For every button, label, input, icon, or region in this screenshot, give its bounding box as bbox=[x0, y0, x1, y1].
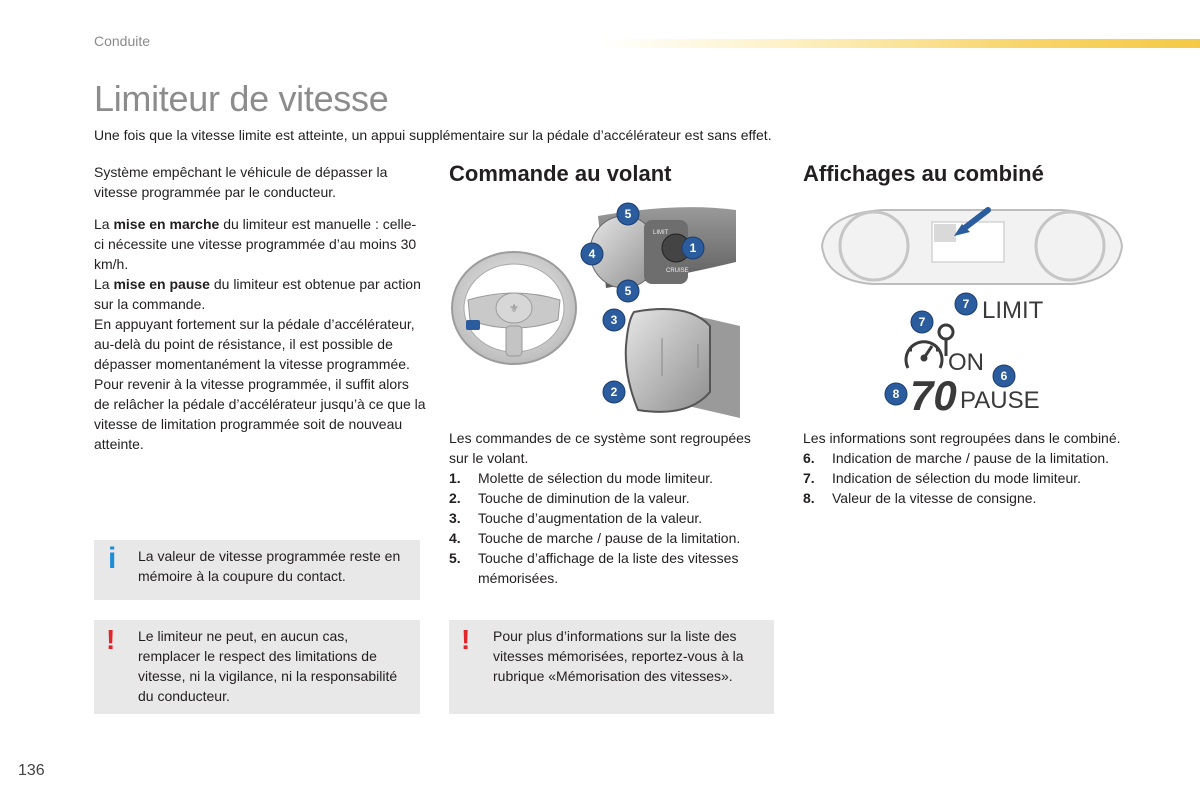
warning-note-left-text: Le limiteur ne peut, en aucun cas, remplacer le respect des limitations de vitesse, ni la vigilance, ni la responsabilité du conducteur. bbox=[138, 628, 398, 704]
page-title: Limiteur de vitesse bbox=[94, 78, 389, 119]
text-span: du limiteur est obtenue par action sur la commande. bbox=[94, 276, 421, 312]
instrument-cluster-figure bbox=[812, 200, 1132, 420]
list-item-number: 1. bbox=[449, 470, 461, 486]
list-item-text: Touche de diminution de la valeur. bbox=[478, 490, 690, 506]
middle-intro: Les commandes de ce système sont regroupées sur le volant. bbox=[449, 430, 751, 466]
warning-icon: ! bbox=[461, 624, 471, 655]
list-item bbox=[803, 468, 1123, 488]
callout-6-number: 6 bbox=[1000, 369, 1008, 383]
warning-note-middle bbox=[449, 620, 774, 714]
left-column bbox=[94, 162, 426, 454]
list-item bbox=[449, 548, 774, 588]
info-note bbox=[94, 540, 420, 600]
text-span: La bbox=[94, 216, 114, 232]
left-paragraph-3 bbox=[94, 274, 426, 314]
left-paragraph-2 bbox=[94, 214, 426, 274]
right-intro: Les informations sont regroupées dans le combiné. bbox=[803, 430, 1121, 446]
list-item-number: 8. bbox=[803, 490, 815, 506]
callout-2-number: 2 bbox=[610, 385, 618, 399]
display-pause-text: PAUSE bbox=[960, 387, 1040, 414]
info-note-text: La valeur de vitesse programmée reste en mémoire à la coupure du contact. bbox=[138, 548, 401, 584]
steering-wheel-figure bbox=[448, 196, 748, 418]
instrument-cluster bbox=[822, 210, 1122, 284]
stalk-limit-label: LIMIT bbox=[653, 230, 669, 236]
heading-commande-au-volant: Commande au volant bbox=[449, 161, 672, 186]
list-item-text: Valeur de la vitesse de consigne. bbox=[832, 490, 1037, 506]
list-item bbox=[449, 508, 774, 528]
callout-5-bottom-number: 5 bbox=[624, 284, 632, 298]
warning-icon: ! bbox=[106, 624, 116, 655]
callout-5-top-number: 5 bbox=[624, 207, 632, 221]
speedometer-icon bbox=[906, 342, 942, 368]
page-number: 136 bbox=[18, 762, 45, 779]
display-on-text: ON bbox=[948, 349, 984, 376]
warning-note-middle-text: Pour plus d’informations sur la liste des vitesses mémorisées, reportez-vous à la rubrique «Mémorisation des vitesses». bbox=[493, 628, 744, 684]
bold-term-mise-en-marche: mise en marche bbox=[113, 216, 220, 232]
display-items-list bbox=[803, 448, 1123, 508]
left-paragraph-5: Pour revenir à la vitesse programmée, il suffit alors de relâcher la pédale d’accélérateur jusqu’à ce que la vitesse de limitation programmée soit de nouveau atteinte. bbox=[94, 376, 426, 452]
callout-8-number: 8 bbox=[892, 387, 900, 401]
left-paragraph-1: Système empêchant le véhicule de dépasser la vitesse programmée par le conducteur. bbox=[94, 164, 388, 200]
text-span: La bbox=[94, 276, 114, 292]
callout-3-number: 3 bbox=[610, 313, 618, 327]
intro-text: Une fois que la vitesse limite est atteinte, un appui supplémentaire sur la pédale d’accélérateur est sans effet. bbox=[94, 127, 772, 143]
middle-column-text bbox=[449, 428, 774, 588]
list-item-text: Touche de marche / pause de la limitation. bbox=[478, 530, 741, 546]
list-item-text: Molette de sélection du mode limiteur. bbox=[478, 470, 714, 486]
steering-wheel bbox=[452, 252, 576, 364]
list-item bbox=[449, 488, 774, 508]
list-item-number: 5. bbox=[449, 550, 461, 566]
callout-2 bbox=[603, 381, 625, 403]
callout-8 bbox=[885, 383, 907, 405]
list-item-number: 3. bbox=[449, 510, 461, 526]
left-paragraph-4: En appuyant fortement sur la pédale d’accélérateur, au-delà du point de résistance, il est possible de dépasser momentanément la vitesse programmée. bbox=[94, 316, 415, 372]
list-item bbox=[803, 488, 1123, 508]
list-item bbox=[803, 448, 1123, 468]
list-item-number: 6. bbox=[803, 450, 815, 466]
highlight-control-marker bbox=[466, 320, 480, 330]
callout-3 bbox=[603, 309, 625, 331]
list-item-number: 2. bbox=[449, 490, 461, 506]
callout-7-limit bbox=[955, 293, 977, 315]
callout-4 bbox=[581, 243, 603, 265]
list-item-text: Touche d’augmentation de la valeur. bbox=[478, 510, 703, 526]
list-item-number: 4. bbox=[449, 530, 461, 546]
list-item bbox=[449, 528, 774, 548]
list-item-number: 7. bbox=[803, 470, 815, 486]
list-item-text: Indication de sélection du mode limiteur. bbox=[832, 470, 1082, 486]
commands-list bbox=[449, 468, 774, 588]
button-detail bbox=[626, 309, 740, 418]
bold-term-mise-en-pause: mise en pause bbox=[113, 276, 210, 292]
callout-7-limit-number: 7 bbox=[962, 297, 970, 311]
stalk-detail bbox=[590, 207, 736, 288]
callout-4-number: 4 bbox=[588, 247, 596, 261]
callout-7-on-number: 7 bbox=[918, 315, 926, 329]
warning-note-left bbox=[94, 620, 420, 714]
display-speed-value: 70 bbox=[910, 372, 957, 419]
callout-5-top bbox=[617, 203, 639, 225]
header-color-band bbox=[600, 39, 1200, 48]
info-icon: i bbox=[108, 542, 117, 575]
heading-affichages-au-combine: Affichages au combiné bbox=[803, 161, 1044, 186]
callout-5-bottom bbox=[617, 280, 639, 302]
display-limit-text: LIMIT bbox=[982, 297, 1044, 324]
list-item bbox=[449, 468, 774, 488]
callout-6 bbox=[993, 365, 1015, 387]
section-label: Conduite bbox=[94, 33, 151, 49]
text-span: du limiteur est manuelle : celle-ci nécessite une vitesse programmée d’au moins 30 km/h. bbox=[94, 216, 417, 272]
svg-text:⚜: ⚜ bbox=[509, 303, 519, 315]
list-item-text: Touche d’affichage de la liste des vitesses mémorisées. bbox=[478, 550, 739, 586]
stalk-cruise-label: CRUISE bbox=[666, 268, 689, 274]
callout-1 bbox=[682, 237, 704, 259]
right-column-text bbox=[803, 428, 1123, 508]
list-item-text: Indication de marche / pause de la limitation. bbox=[832, 450, 1110, 466]
callout-7-on bbox=[911, 311, 933, 333]
callout-1-number: 1 bbox=[689, 241, 697, 255]
